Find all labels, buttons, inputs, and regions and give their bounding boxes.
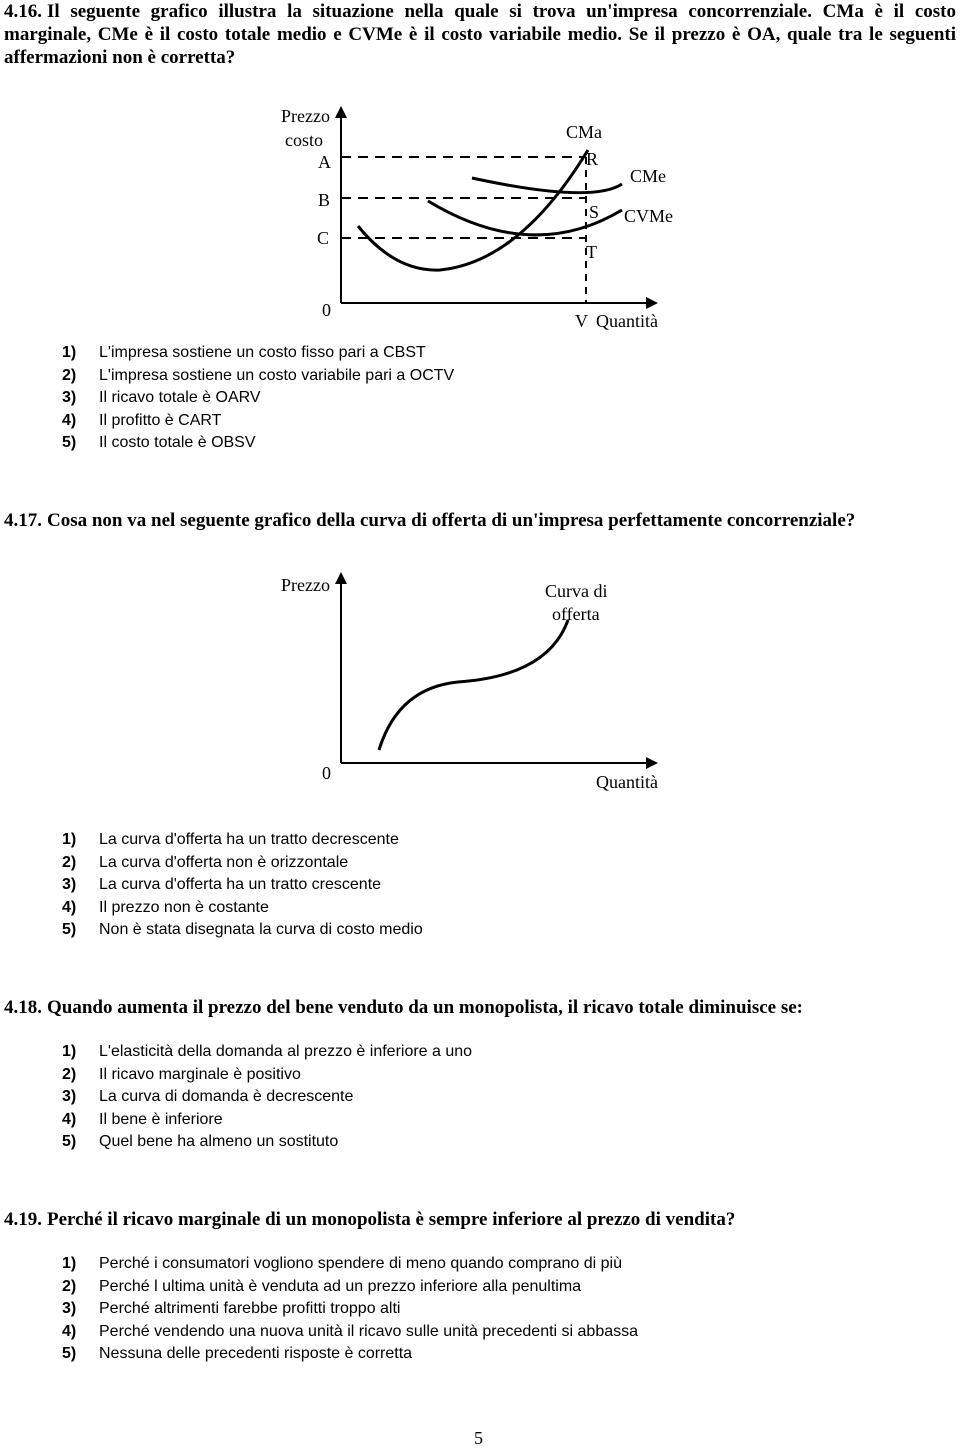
option-item: 2) L'impresa sostiene un costo variabile pari a OCTV [62, 366, 455, 384]
point-s-label: S [589, 202, 600, 222]
options-4-17 [62, 829, 423, 942]
option-item: 2) La curva d'offerta non è orizzontale [62, 853, 349, 871]
question-4-18 [4, 996, 956, 1019]
point-v-label: V [575, 311, 588, 331]
level-c-label: C [317, 228, 330, 248]
option-item: 1) L'impresa sostiene un costo fisso pari a CBST [62, 344, 426, 361]
curve-label-line2: offerta [552, 604, 600, 624]
level-b-label: B [318, 190, 331, 210]
options-4-18 [62, 1041, 472, 1154]
option-item: 5) Nessuna delle precedenti risposte è corretta [62, 1345, 413, 1362]
point-t-label: T [586, 242, 597, 262]
option-item: 2) Il ricavo marginale è positivo [62, 1065, 301, 1083]
x-axis-label: Quantità [596, 311, 658, 331]
option-item: 3) Perché altrimenti farebbe profitti troppo alti [62, 1300, 401, 1317]
y-axis-label: Prezzo [281, 575, 330, 595]
cost-curves-figure [0, 96, 960, 336]
options-4-16 [62, 342, 454, 455]
option-item: 4) Perché vendendo una nuova unità il ricavo sulle unità precedenti si abbassa [62, 1322, 639, 1340]
question-number: 4.16. [4, 1, 42, 22]
cme-label: CMe [630, 166, 666, 186]
y-axis-label-line2: costo [285, 130, 323, 150]
origin-label: 0 [322, 300, 331, 320]
question-number: 4.19. [4, 1209, 42, 1230]
question-4-19 [4, 1208, 956, 1231]
option-item: 5) Quel bene ha almeno un sostituto [62, 1133, 339, 1150]
option-item: 3) La curva d'offerta ha un tratto crescente [62, 876, 382, 893]
point-r-label: R [586, 149, 599, 169]
cme-curve [472, 178, 622, 193]
option-item: 1) L'elasticità della domanda al prezzo è inferiore a uno [62, 1043, 473, 1060]
question-number: 4.17. [4, 510, 42, 531]
question-number: 4.18. [4, 997, 42, 1018]
level-a-label: A [318, 152, 331, 172]
option-item: 5) Non è stata disegnata la curva di costo medio [62, 921, 423, 938]
option-item: 5) Il costo totale è OBSV [62, 434, 256, 451]
options-4-19 [62, 1253, 638, 1366]
question-4-16 [4, 0, 956, 69]
option-item: 4) Il prezzo non è costante [62, 898, 269, 916]
option-item: 3) La curva di domanda è decrescente [62, 1088, 354, 1105]
question-text: Perché il ricavo marginale di un monopolista è sempre inferiore al prezzo di vendita? [47, 1209, 736, 1230]
cvme-label: CVMe [624, 206, 673, 226]
option-item: 2) Perché l ultima unità è venduta ad un prezzo inferiore alla penultima [62, 1277, 582, 1295]
cma-label: CMa [566, 122, 602, 142]
option-item: 1) La curva d'offerta ha un tratto decrescente [62, 831, 399, 848]
question-4-17 [4, 509, 956, 532]
y-axis-label-line1: Prezzo [281, 106, 330, 126]
origin-label: 0 [322, 763, 331, 783]
question-text: Cosa non va nel seguente grafico della curva di offerta di un'impresa perfettamente concorrenziale? [47, 510, 856, 531]
supply-curve-figure [0, 566, 960, 806]
curve-label-line1: Curva di [545, 581, 608, 601]
option-item: 1) Perché i consumatori vogliono spendere di meno quando comprano di più [62, 1255, 622, 1272]
question-text: Quando aumenta il prezzo del bene venduto da un monopolista, il ricavo totale diminuisce se: [47, 997, 803, 1018]
x-axis-label: Quantità [596, 772, 658, 792]
page-number: 5 [474, 1428, 483, 1448]
option-item: 4) Il profitto è CART [62, 411, 222, 429]
supply-curve [379, 620, 568, 750]
question-text: Il seguente grafico illustra la situazione nella quale si trova un'impresa concorrenziale. CMa è il costo marginale, CMe è il costo totale medio e CVMe è il costo variabile medio. Se il prezzo è OA, quale tra le seguenti affermazioni non è corretta? [4, 1, 956, 68]
option-item: 3) Il ricavo totale è OARV [62, 389, 261, 406]
option-item: 4) Il bene è inferiore [62, 1110, 223, 1128]
cma-curve [358, 150, 588, 270]
